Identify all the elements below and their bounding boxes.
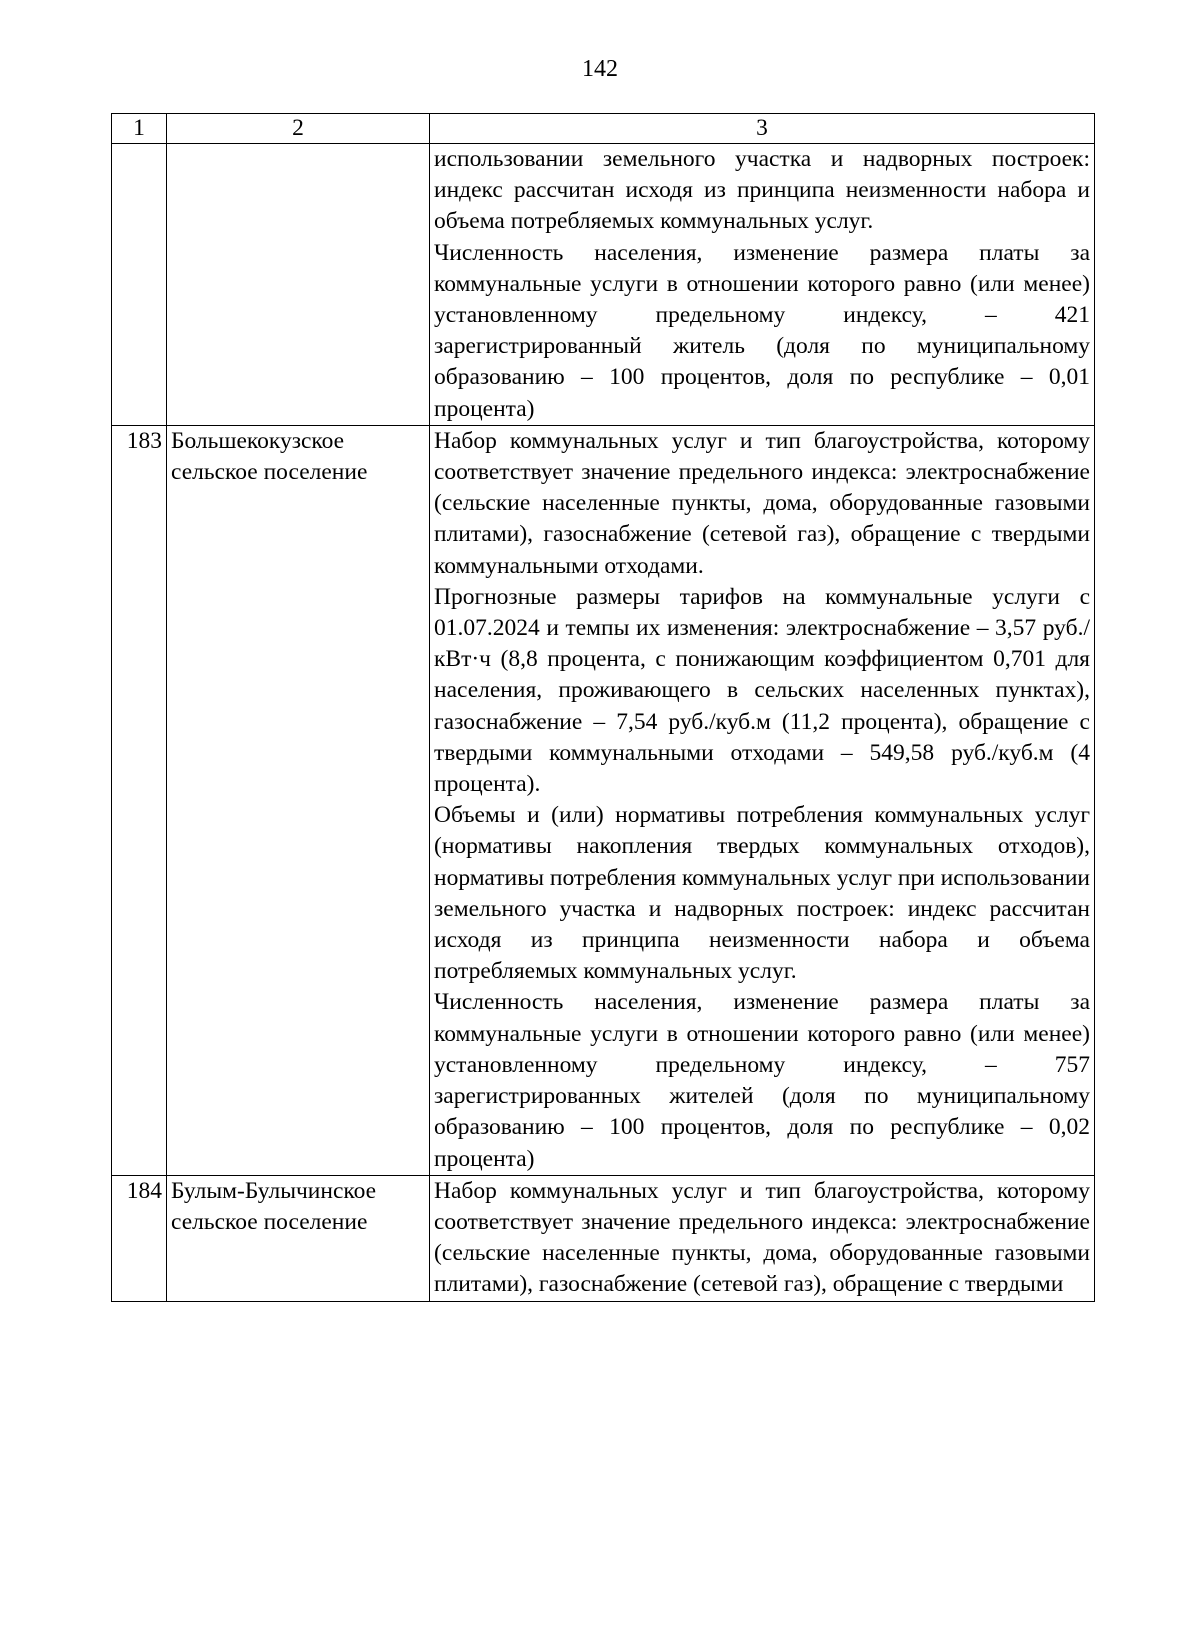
row-number-cell: 183 (112, 425, 167, 1175)
description-paragraph: Набор коммунальных услуг и тип благоустройства, которому соответствует значение предельного индекса: электроснабжение (сельские населенные пункты, дома, оборудованные газовыми плитами), газоснабжение (сетевой газ), обращение с твердыми коммунальными отходами. (434, 427, 1090, 579)
settlements-table (111, 113, 1095, 1302)
header-cell-number: 1 (112, 114, 167, 144)
description-cell (430, 425, 1095, 1175)
table-header-row (112, 114, 1095, 144)
description-paragraph: Набор коммунальных услуг и тип благоустройства, которому соответствует значение предельного индекса: электроснабжение (сельские населенные пункты, дома, оборудованные газовыми плитами), газоснабжение (сетевой газ), обращение с твердыми (434, 1177, 1090, 1298)
table-row-183 (112, 425, 1095, 1175)
row-number-cell: 184 (112, 1175, 167, 1301)
description-paragraph: Прогнозные размеры тарифов на коммунальные услуги с 01.07.2024 и темпы их изменения: электроснабжение – 3,57 руб./кВт·ч (8,8 процента, с понижающим коэффициентом 0,701 для населения, проживающего в сельских населенных пунктах), газоснабжение – 7,54 руб./куб.м (11,2 процента), обращение с твердыми коммунальными отходами – 549,58 руб./куб.м (4 процента). (434, 583, 1090, 798)
header-cell-description: 3 (430, 114, 1095, 144)
header-cell-name: 2 (167, 114, 430, 144)
description-paragraph: Численность населения, изменение размера платы за коммунальные услуги в отношении которого равно (или менее) установленному предельному индексу, – 757 зарегистрированных жителей (доля по муниципальному образованию – 100 процентов, доля по республике – 0,02 процента) (434, 989, 1090, 1172)
description-cell (430, 1175, 1095, 1301)
table-row-184 (112, 1175, 1095, 1301)
description-paragraph: Численность населения, изменение размера платы за коммунальные услуги в отношении которого равно (или менее) установленному предельному индексу, – 421 зарегистрированный житель (доля по муниципальному образованию – 100 процентов, доля по республике – 0,01 процента) (434, 239, 1090, 422)
settlement-name-cell (167, 144, 430, 426)
description-paragraph: использовании земельного участка и надворных построек: индекс рассчитан исходя из принципа неизменности набора и объема потребляемых коммунальных услуг. (434, 146, 1090, 235)
table-row-continuation (112, 144, 1095, 426)
description-cell (430, 144, 1095, 426)
page-number: 142 (582, 56, 618, 82)
settlement-name-cell: Булым-Булычинское сельское поселение (167, 1175, 430, 1301)
settlement-name-cell: Большекокузское сельское поселение (167, 425, 430, 1175)
description-paragraph: Объемы и (или) нормативы потребления коммунальных услуг (нормативы накопления твердых коммунальных отходов), нормативы потребления коммунальных услуг при использовании земельного участка и надворных построек: индекс рассчитан исходя из принципа неизменности набора и объема потребляемых коммунальных услуг. (434, 802, 1090, 985)
row-number-cell (112, 144, 167, 426)
